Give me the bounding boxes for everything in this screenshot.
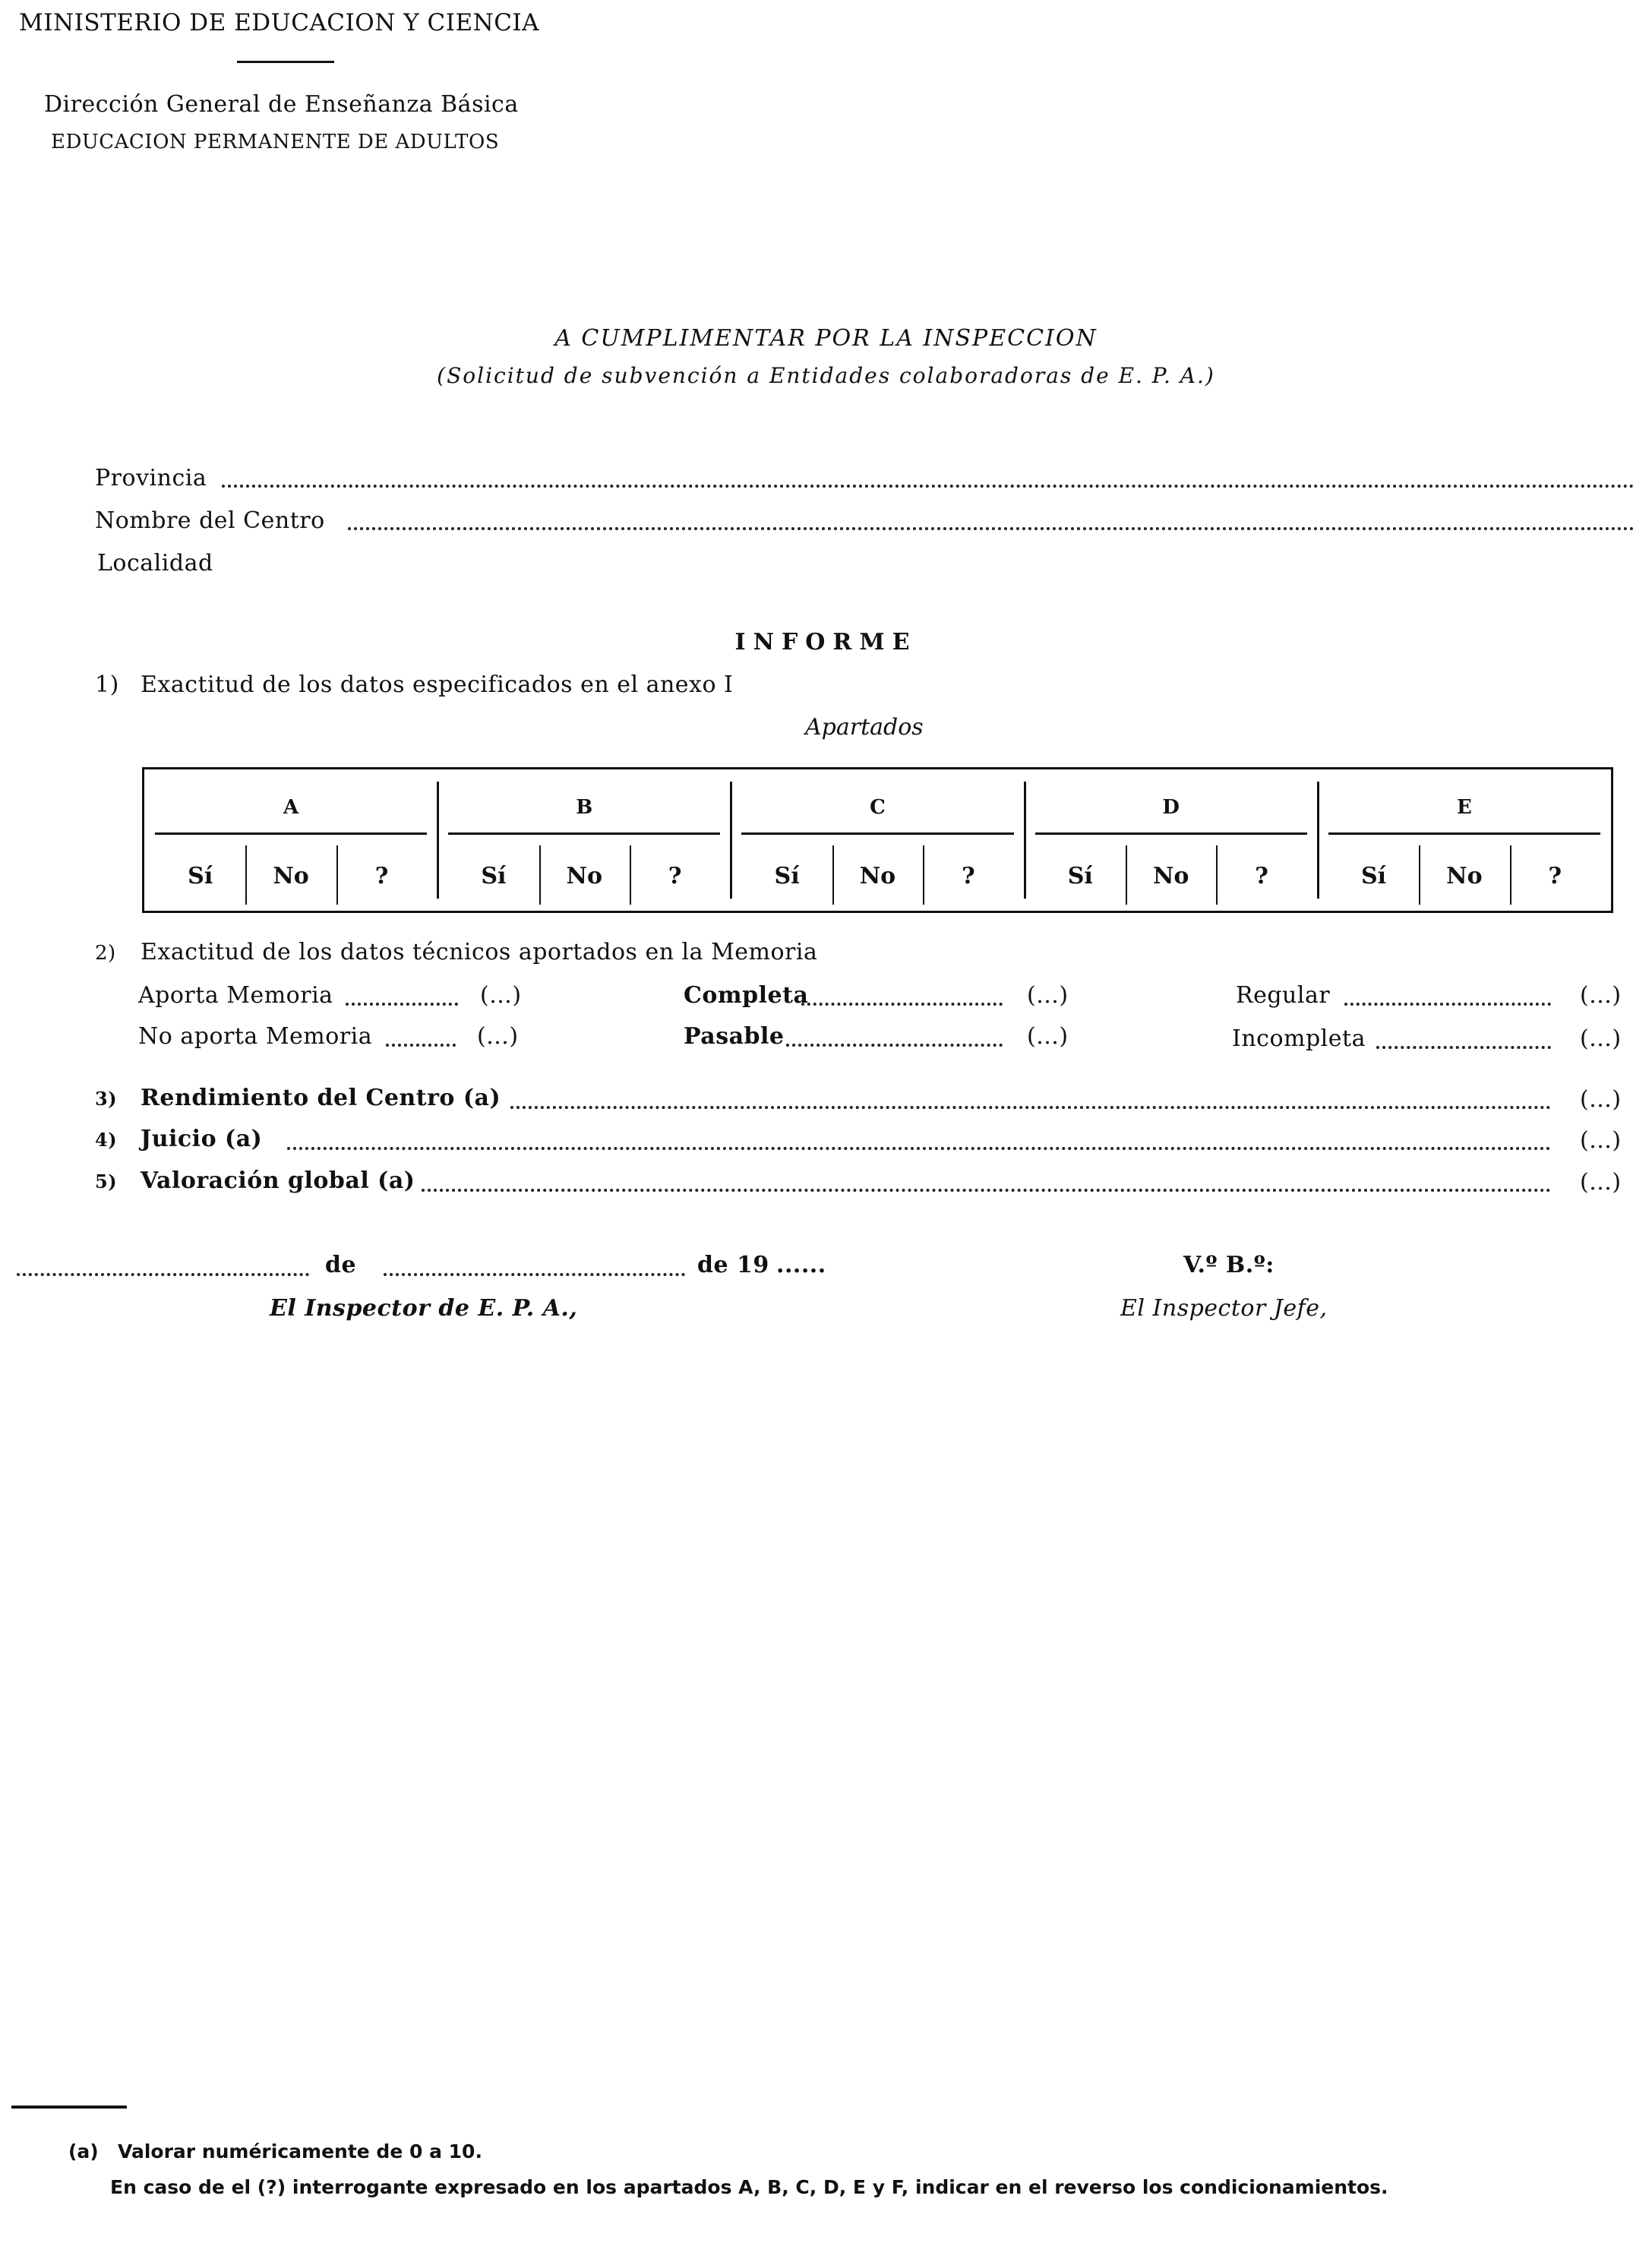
item2-number: 2) [95, 942, 116, 965]
no-aporta-memoria-label: No aporta Memoria [138, 1023, 373, 1050]
cell-divider [539, 845, 541, 905]
year-field[interactable]: ...... [776, 1252, 826, 1278]
pasable-label: Pasable [684, 1023, 785, 1050]
item3-field[interactable] [510, 1106, 1551, 1109]
cell-divider [245, 845, 247, 905]
group-underline [448, 832, 720, 835]
provincia-field[interactable] [222, 485, 1635, 488]
localidad-label: Localidad [97, 550, 213, 577]
cell-a-unknown[interactable]: ? [374, 862, 389, 889]
item3-number: 3) [95, 1088, 118, 1110]
group-underline [741, 832, 1013, 835]
inspector-jefe-label: El Inspector Jefe, [1120, 1295, 1328, 1322]
ministry-header: MINISTERIO DE EDUCACION Y CIENCIA [19, 9, 540, 36]
footnote-line1: Valorar numéricamente de 0 a 10. [118, 2140, 482, 2162]
completa-box[interactable]: (...) [1027, 982, 1069, 1009]
group-header: B [576, 796, 593, 819]
cell-e-no[interactable]: No [1446, 862, 1483, 889]
group-divider [1024, 782, 1026, 899]
no-aporta-memoria-dots [386, 1044, 456, 1047]
item4-label: Juicio (a) [141, 1126, 263, 1152]
cell-d-no[interactable]: No [1152, 862, 1189, 889]
direction-label: Dirección General de Enseñanza Básica [44, 91, 519, 118]
group-header: C [870, 796, 886, 819]
item3-label: Rendimiento del Centro (a) [141, 1085, 501, 1111]
cell-e-unknown[interactable]: ? [1548, 862, 1562, 889]
apartados-label: Apartados [805, 714, 924, 741]
cell-divider [1126, 845, 1127, 905]
regular-box[interactable]: (...) [1580, 982, 1622, 1009]
place-field[interactable] [17, 1273, 309, 1276]
regular-dots [1344, 1003, 1551, 1006]
cell-divider [1510, 845, 1511, 905]
cell-a-si[interactable]: Sí [188, 862, 213, 889]
group-header: A [283, 796, 299, 819]
group-c [731, 769, 1024, 911]
item5-box[interactable]: (...) [1580, 1169, 1622, 1196]
inspector-epa-label: El Inspector de E. P. A., [270, 1295, 578, 1322]
incompleta-label: Incompleta [1232, 1025, 1366, 1052]
cell-b-si[interactable]: Sí [481, 862, 507, 889]
item4-number: 4) [95, 1129, 118, 1151]
item2-text: Exactitud de los datos técnicos aportados en la Memoria [141, 939, 818, 965]
apartados-table [142, 767, 1613, 913]
group-a [144, 769, 437, 911]
aporta-memoria-box[interactable]: (...) [480, 982, 522, 1009]
cell-c-no[interactable]: No [859, 862, 896, 889]
cell-b-no[interactable]: No [566, 862, 602, 889]
informe-heading: INFORME [734, 629, 918, 656]
group-underline [1035, 832, 1307, 835]
pasable-dots [786, 1044, 1003, 1047]
header-divider [237, 61, 334, 63]
footnote-divider [11, 2106, 127, 2109]
item1-number: 1) [95, 671, 119, 698]
cell-e-si[interactable]: Sí [1360, 862, 1387, 889]
cell-c-unknown[interactable]: ? [962, 862, 975, 889]
de-label: de [325, 1252, 357, 1278]
item1-text: Exactitud de los datos especificados en el anexo I [141, 671, 734, 698]
nombre-centro-field[interactable] [348, 527, 1635, 530]
cell-divider [832, 845, 834, 905]
page-title: A CUMPLIMENTAR POR LA INSPECCION [554, 325, 1098, 352]
completa-label: Completa [684, 982, 809, 1009]
vobo-label: V.º B.º: [1183, 1252, 1275, 1278]
group-divider [1317, 782, 1319, 899]
group-e [1318, 769, 1611, 911]
cell-divider [1216, 845, 1218, 905]
group-header: D [1162, 796, 1180, 819]
cell-d-si[interactable]: Sí [1067, 862, 1093, 889]
item4-box[interactable]: (...) [1580, 1127, 1622, 1154]
provincia-label: Provincia [95, 465, 207, 491]
day-month-field[interactable] [384, 1273, 685, 1276]
incompleta-dots [1376, 1046, 1551, 1049]
item4-field[interactable] [287, 1147, 1551, 1150]
nombre-centro-label: Nombre del Centro [95, 507, 325, 534]
no-aporta-memoria-box[interactable]: (...) [477, 1023, 519, 1050]
item5-label: Valoración global (a) [141, 1167, 415, 1194]
cell-a-no[interactable]: No [273, 862, 309, 889]
group-b [437, 769, 731, 911]
department-label: EDUCACION PERMANENTE DE ADULTOS [51, 131, 500, 153]
group-header: E [1456, 796, 1472, 819]
group-underline [1328, 832, 1600, 835]
cell-divider [1419, 845, 1420, 905]
aporta-memoria-dots [346, 1003, 458, 1006]
group-d [1025, 769, 1318, 911]
cell-divider [336, 845, 338, 905]
aporta-memoria-label: Aporta Memoria [138, 982, 333, 1009]
group-underline [155, 832, 427, 835]
pasable-box[interactable]: (...) [1027, 1023, 1069, 1050]
cell-divider [923, 845, 924, 905]
item5-number: 5) [95, 1170, 118, 1193]
item5-field[interactable] [422, 1189, 1551, 1192]
incompleta-box[interactable]: (...) [1580, 1025, 1622, 1052]
item3-box[interactable]: (...) [1580, 1086, 1622, 1113]
page-subtitle: (Solicitud de subvención a Entidades colaboradoras de E. P. A.) [437, 363, 1215, 388]
cell-b-unknown[interactable]: ? [668, 862, 682, 889]
year-label: de 19 [697, 1252, 769, 1278]
footnote-mark: (a) [68, 2140, 99, 2162]
cell-c-si[interactable]: Sí [774, 862, 800, 889]
cell-d-unknown[interactable]: ? [1255, 862, 1268, 889]
regular-label: Regular [1236, 982, 1331, 1009]
cell-divider [630, 845, 631, 905]
group-divider [730, 782, 732, 899]
completa-dots [801, 1003, 1003, 1006]
group-divider [437, 782, 439, 899]
footnote-line2: En caso de el (?) interrogante expresado en los apartados A, B, C, D, E y F, indicar en el reverso los condicionamientos. [110, 2176, 1388, 2198]
